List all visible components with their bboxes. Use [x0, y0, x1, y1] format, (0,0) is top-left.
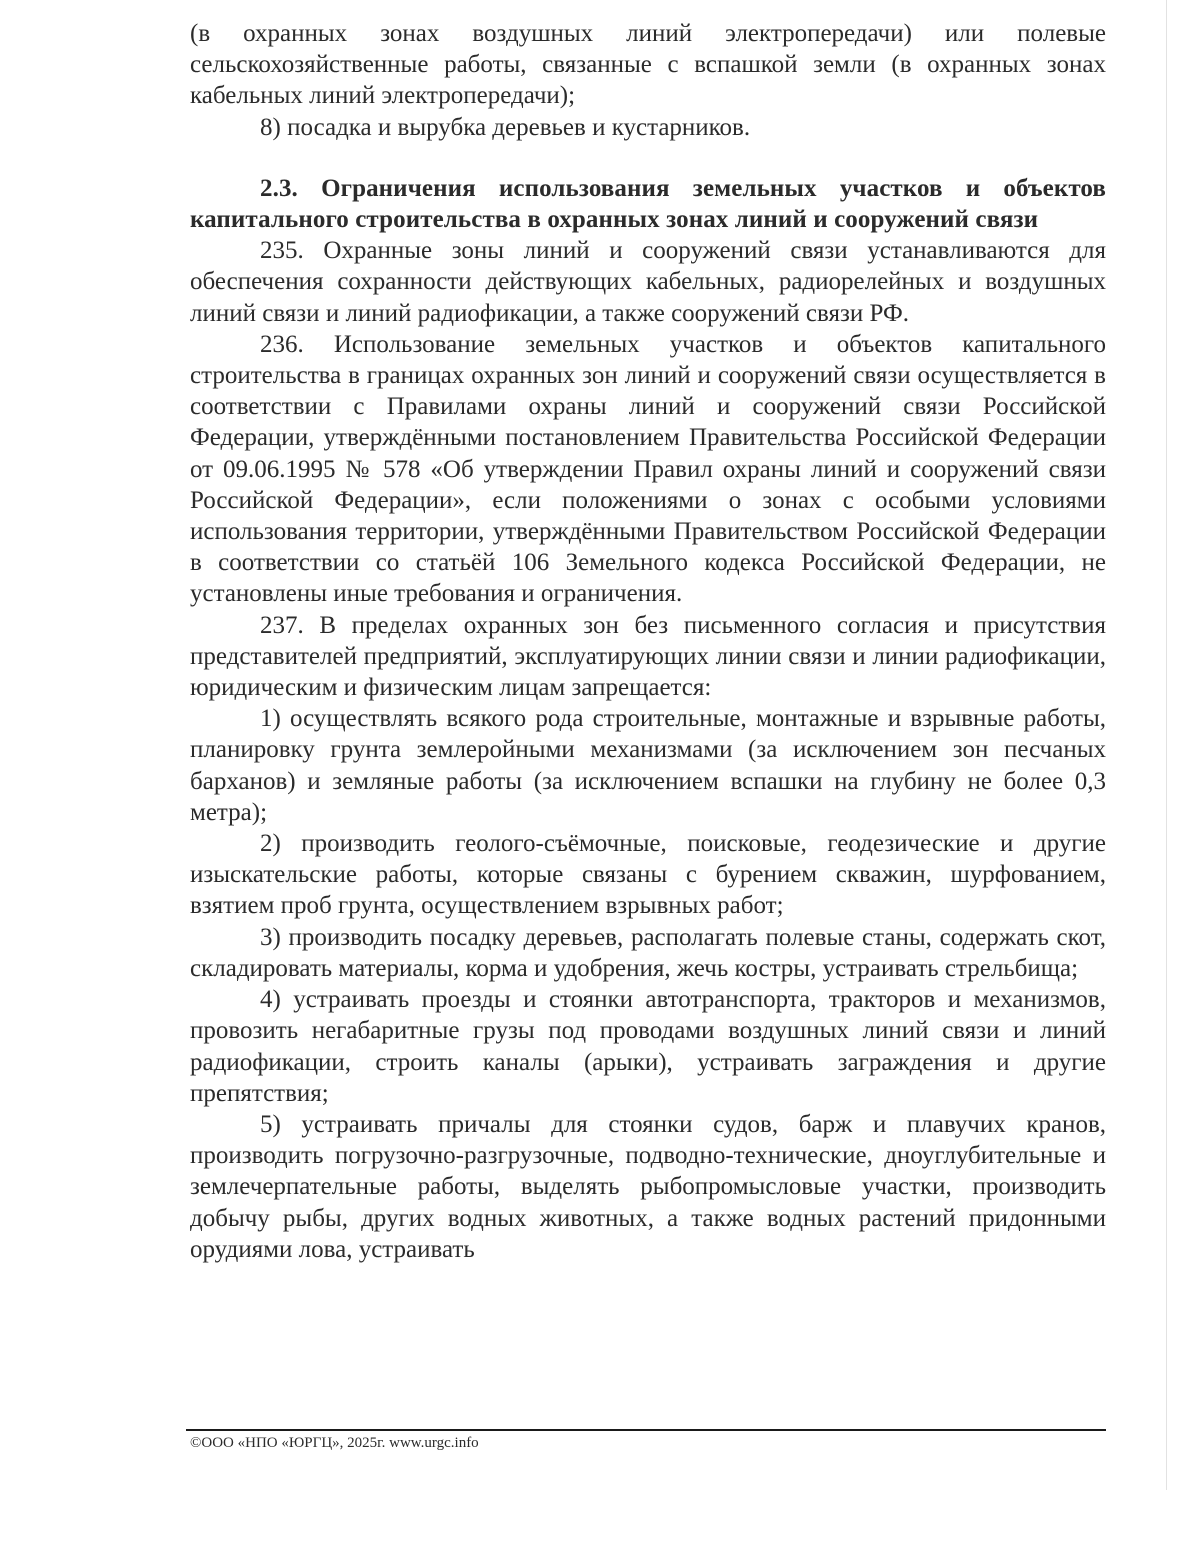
- document-page: [190, 18, 1106, 1265]
- paragraph-236: 236. Использование земельных участков и объектов капитального строительства в границах охранных зон линий и сооружений связи осуществляется в соответствии с Правилами охраны линий и сооружений связи Российской Федерации, утверждёнными постановлением Правительства Российской Федерации от 09.06.1995 № 578 «Об утверждении Правил охраны линий и сооружений связи Российской Федерации», если положениями о зонах с особыми условиями использования территории, утверждёнными Правительством Российской Федерации в соответствии со статьёй 106 Земельного кодекса Российской Федерации, не установлены иные требования и ограничения.: [190, 330, 1106, 608]
- paragraph-235: 235. Охранные зоны линий и сооружений связи устанавливаются для обеспечения сохранности действующих кабельных, радиорелейных и воздушных линий связи и линий радиофикации, а также сооружений связи РФ.: [190, 237, 1106, 327]
- list-item-237-3: 3) производить посадку деревьев, располагать полевые станы, содержать скот, складировать материалы, корма и удобрения, жечь костры, устраивать стрельбища;: [190, 923, 1106, 982]
- scan-edge-line: [1166, 0, 1167, 1490]
- section-heading: 2.3. Ограничения использования земельных участков и объектов капитального строительства в охранных зонах линий и сооружений связи: [190, 174, 1106, 234]
- list-item-237-1: 1) осуществлять всякого рода строительные, монтажные и взрывные работы, планировку грунта землеройными механизмами (за исключением зон песчаных барханов) и земляные работы (за исключением вспашки на глубину не более 0,3 метра);: [190, 705, 1106, 826]
- footer-divider: [186, 1429, 1106, 1431]
- list-item-237-5: 5) устраивать причалы для стоянки судов, барж и плавучих кранов, производить погрузочно-разгрузочные, подводно-технические, дноуглубительные и землечерпательные работы, выделять рыбопромысловые участки, производить добычу рыбы, других водных животных, а также водных растений придонными орудиями лова, устраивать: [190, 1110, 1106, 1263]
- list-item-237-4: 4) устраивать проезды и стоянки автотранспорта, тракторов и механизмов, провозить негабаритные грузы под проводами воздушных линий связи и линий радиофикации, строить каналы (арыки), устраивать заграждения и другие препятствия;: [190, 986, 1106, 1107]
- list-item-237-2: 2) производить геолого-съёмочные, поисковые, геодезические и другие изыскательские работы, которые связаны с бурением скважин, шурфованием, взятием проб грунта, осуществлением взрывных работ;: [190, 830, 1106, 920]
- list-item-8: 8) посадка и вырубка деревьев и кустарников.: [260, 113, 751, 141]
- footer-copyright: ©ООО «НПО «ЮРГЦ», 2025г. www.urgc.info: [190, 1435, 479, 1451]
- paragraph-continued-electric: (в охранных зонах воздушных линий электропередачи) или полевые сельскохозяйственные работы, связанные с вспашкой земли (в охранных зонах кабельных линий электропередачи);: [190, 20, 1106, 110]
- paragraph-237: 237. В пределах охранных зон без письменного согласия и присутствия представителей предприятий, эксплуатирующих линии связи и линии радиофикации, юридическим и физическим лицам запрещается:: [190, 611, 1106, 702]
